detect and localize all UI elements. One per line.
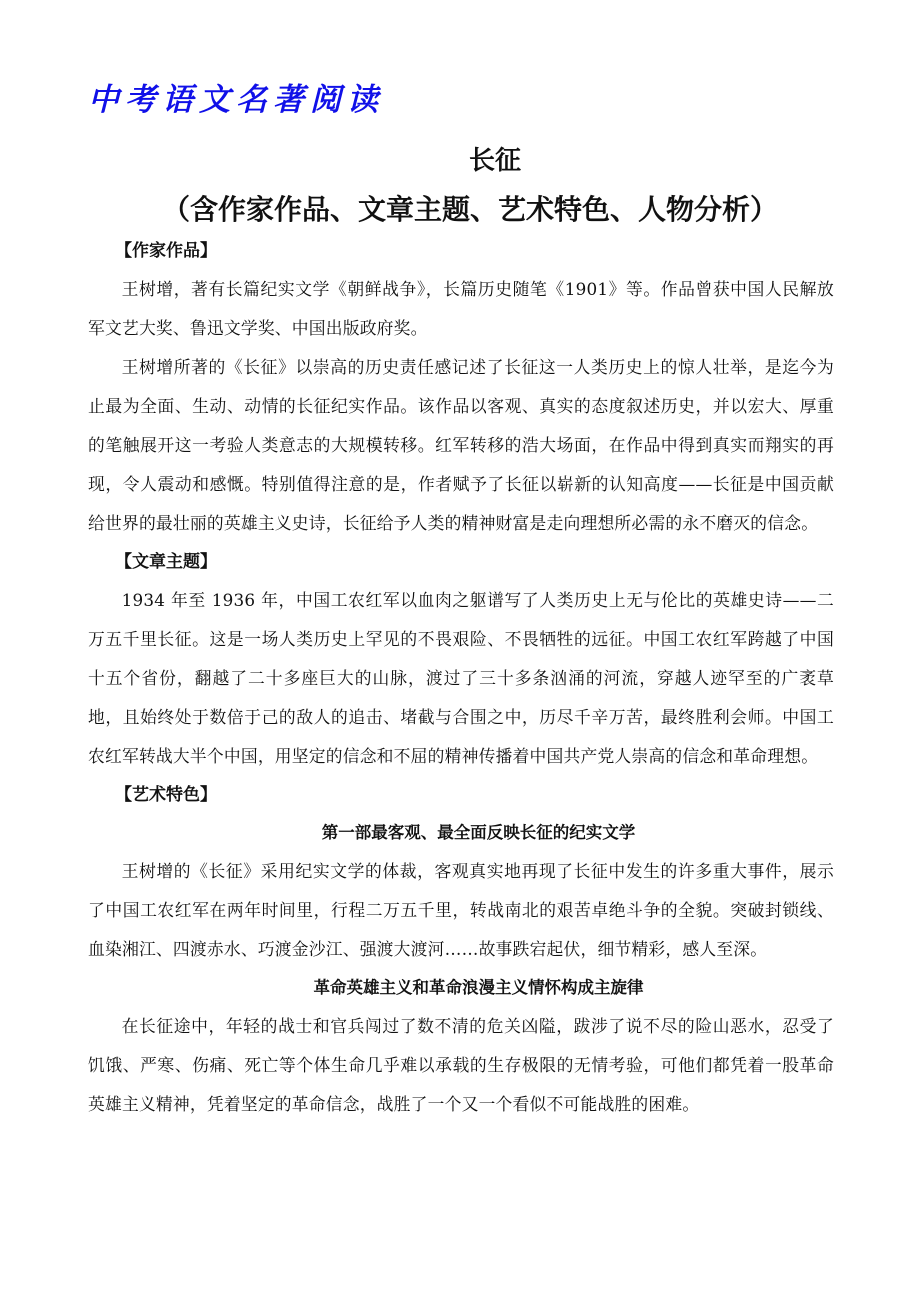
- subsection-title: 革命英雄主义和革命浪漫主义情怀构成主旋律: [313, 978, 644, 997]
- paragraph: 1934 年至 1936 年，中国工农红军以血肉之躯谱写了人类历史上无与伦比的英雄史诗——二万五千里长征。这是一场人类历史上罕见的不畏艰险、不畏牺牲的远征。中国工农红军跨越了中国十五个省份，翻越了二十多座巨大的山脉，渡过了三十多条汹涌的河流，穿越人迹罕至的广袤草地，且始终处于数倍于己的敌人的追击、堵截与合围之中，历尽千辛万苦，最终胜利会师。中国工农红军转战大半个中国，用坚定的信念和不屈的精神传播着中国共产党人崇高的信念和革命理想。: [88, 590, 834, 766]
- paragraph: 王树增的《长征》采用纪实文学的体裁，客观真实地再现了长征中发生的许多重大事件，展示了中国工农红军在两年时间里，行程二万五千里，转战南北的艰苦卓绝斗争的全貌。突破封锁线、血染湘江、四渡赤水、巧渡金沙江、强渡大渡河……故事跌宕起伏，细节精彩，感人至深。: [88, 861, 834, 959]
- section-author: [88, 232, 834, 543]
- paragraph: 王树增所著的《长征》以崇高的历史责任感记述了长征这一人类历史上的惊人壮举，是迄今为止最为全面、生动、动情的长征纪实作品。该作品以客观、真实的态度叙述历史，并以宏大、厚重的笔触展开这一考验人类意志的大规模转移。红军转移的浩大场面，在作品中得到真实而翔实的再现，令人震动和感慨。特别值得注意的是，作者赋予了长征以崭新的认知高度——长征是中国贡献给世界的最壮丽的英雄主义史诗，长征给予人类的精神财富是走向理想所必需的永不磨灭的信念。: [88, 357, 834, 533]
- section-theme: [88, 543, 834, 776]
- section-heading: 【艺术特色】: [115, 785, 217, 805]
- paragraph: 在长征途中，年轻的战士和官兵闯过了数不清的危关凶隘，跋涉了说不尽的险山恶水，忍受了饥饿、严寒、伤痛、死亡等个体生命几乎难以承载的生存极限的无情考验，可他们都凭着一股革命英雄主义精神，凭着坚定的革命信念，战胜了一个又一个看似不可能战胜的困难。: [88, 1016, 834, 1114]
- banner-title: 中考语文名著阅读: [88, 82, 384, 118]
- subsection-title: 第一部最客观、最全面反映长征的纪实文学: [321, 823, 636, 842]
- section-heading: 【作家作品】: [115, 241, 217, 261]
- page-subtitle: （含作家作品、文章主题、艺术特色、人物分析）: [161, 193, 778, 226]
- page-title: 长征: [468, 146, 521, 176]
- section-heading: 【文章主题】: [115, 552, 217, 572]
- paragraph: 王树增，著有长篇纪实文学《朝鲜战争》，长篇历史随笔《1901》等。作品曾获中国人民解放军文艺大奖、鲁迅文学奖、中国出版政府奖。: [88, 279, 834, 338]
- document-body: [88, 232, 834, 1124]
- section-art: [88, 776, 834, 1124]
